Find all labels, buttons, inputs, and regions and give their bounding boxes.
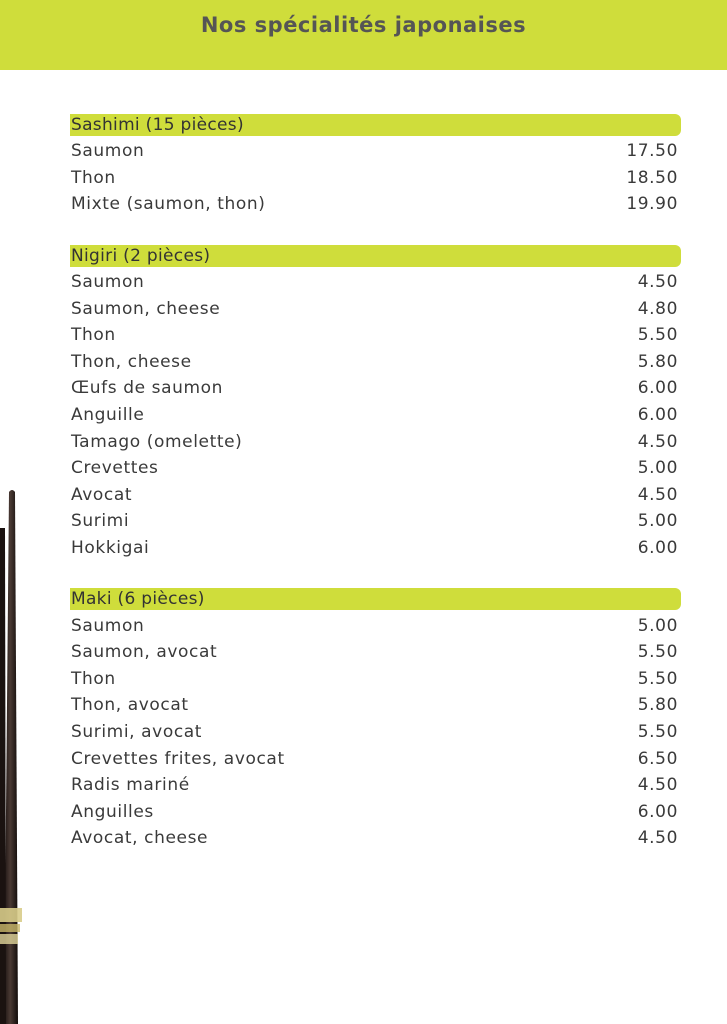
menu-item [71, 349, 678, 376]
item-name: Thon [71, 167, 116, 188]
item-price: 6.00 [637, 405, 678, 426]
item-name: Saumon, cheese [71, 298, 221, 319]
item-name: Œufs de saumon [71, 378, 224, 399]
menu-list [71, 114, 678, 852]
item-name: Crevettes [71, 458, 159, 479]
title-band [0, 0, 727, 70]
item-name: Thon [71, 325, 116, 346]
menu-item [71, 772, 678, 799]
item-name: Surimi, avocat [71, 721, 203, 742]
menu-item [71, 508, 678, 535]
item-name: Avocat, cheese [71, 828, 209, 849]
menu-item [71, 269, 678, 296]
menu-item [71, 825, 678, 852]
item-name: Saumon [71, 141, 145, 162]
item-name: Radis mariné [71, 775, 190, 796]
item-price: 18.50 [626, 167, 678, 188]
menu-item [71, 322, 678, 349]
item-name: Saumon [71, 615, 145, 636]
menu-item [71, 455, 678, 482]
item-price: 5.50 [637, 642, 678, 663]
item-name: Thon, cheese [71, 351, 192, 372]
item-name: Anguilles [71, 801, 154, 822]
menu-item [71, 295, 678, 322]
item-price: 19.90 [626, 194, 678, 215]
menu-item [71, 165, 678, 192]
item-name: Surimi [71, 511, 130, 532]
item-name: Tamago (omelette) [71, 431, 243, 452]
item-price: 4.50 [637, 484, 678, 505]
item-name: Crevettes frites, avocat [71, 748, 285, 769]
item-name: Anguille [71, 405, 145, 426]
menu-item [71, 612, 678, 639]
menu-section [71, 114, 678, 218]
item-price: 4.50 [637, 775, 678, 796]
menu-item [71, 428, 678, 455]
item-price: 17.50 [626, 141, 678, 162]
menu-item [71, 375, 678, 402]
item-name: Saumon, avocat [71, 642, 218, 663]
section-header: Sashimi (15 pièces) [70, 114, 681, 136]
item-price: 5.50 [637, 721, 678, 742]
item-price: 5.50 [637, 325, 678, 346]
menu-item [71, 191, 678, 218]
page-title: Nos spécialités japonaises [200, 13, 527, 37]
item-price: 6.50 [637, 748, 678, 769]
item-price: 4.50 [637, 828, 678, 849]
menu-item [71, 402, 678, 429]
section-header: Nigiri (2 pièces) [70, 245, 681, 267]
item-price: 4.80 [637, 298, 678, 319]
item-price: 4.50 [637, 272, 678, 293]
menu-item [71, 138, 678, 165]
item-price: 5.50 [637, 668, 678, 689]
item-price: 5.80 [637, 695, 678, 716]
item-name: Mixte (saumon, thon) [71, 194, 266, 215]
item-price: 4.50 [637, 431, 678, 452]
chopsticks-image [0, 488, 26, 1024]
section-spacer [71, 561, 678, 588]
item-name: Thon, avocat [71, 695, 189, 716]
menu-item [71, 719, 678, 746]
item-price: 5.00 [637, 615, 678, 636]
section-spacer [71, 218, 678, 245]
item-price: 6.00 [637, 378, 678, 399]
menu-item [71, 692, 678, 719]
item-price: 5.00 [637, 511, 678, 532]
menu-item [71, 482, 678, 509]
item-name: Thon [71, 668, 116, 689]
menu-item [71, 745, 678, 772]
item-name: Avocat [71, 484, 133, 505]
item-price: 5.00 [637, 458, 678, 479]
menu-item [71, 666, 678, 693]
item-name: Saumon [71, 272, 145, 293]
item-name: Hokkigai [71, 538, 150, 559]
menu-section [71, 245, 678, 562]
menu-item [71, 639, 678, 666]
section-header: Maki (6 pièces) [70, 588, 681, 610]
menu-section [71, 588, 678, 851]
menu-item [71, 798, 678, 825]
item-price: 6.00 [637, 538, 678, 559]
item-price: 5.80 [637, 351, 678, 372]
item-price: 6.00 [637, 801, 678, 822]
menu-item [71, 535, 678, 562]
